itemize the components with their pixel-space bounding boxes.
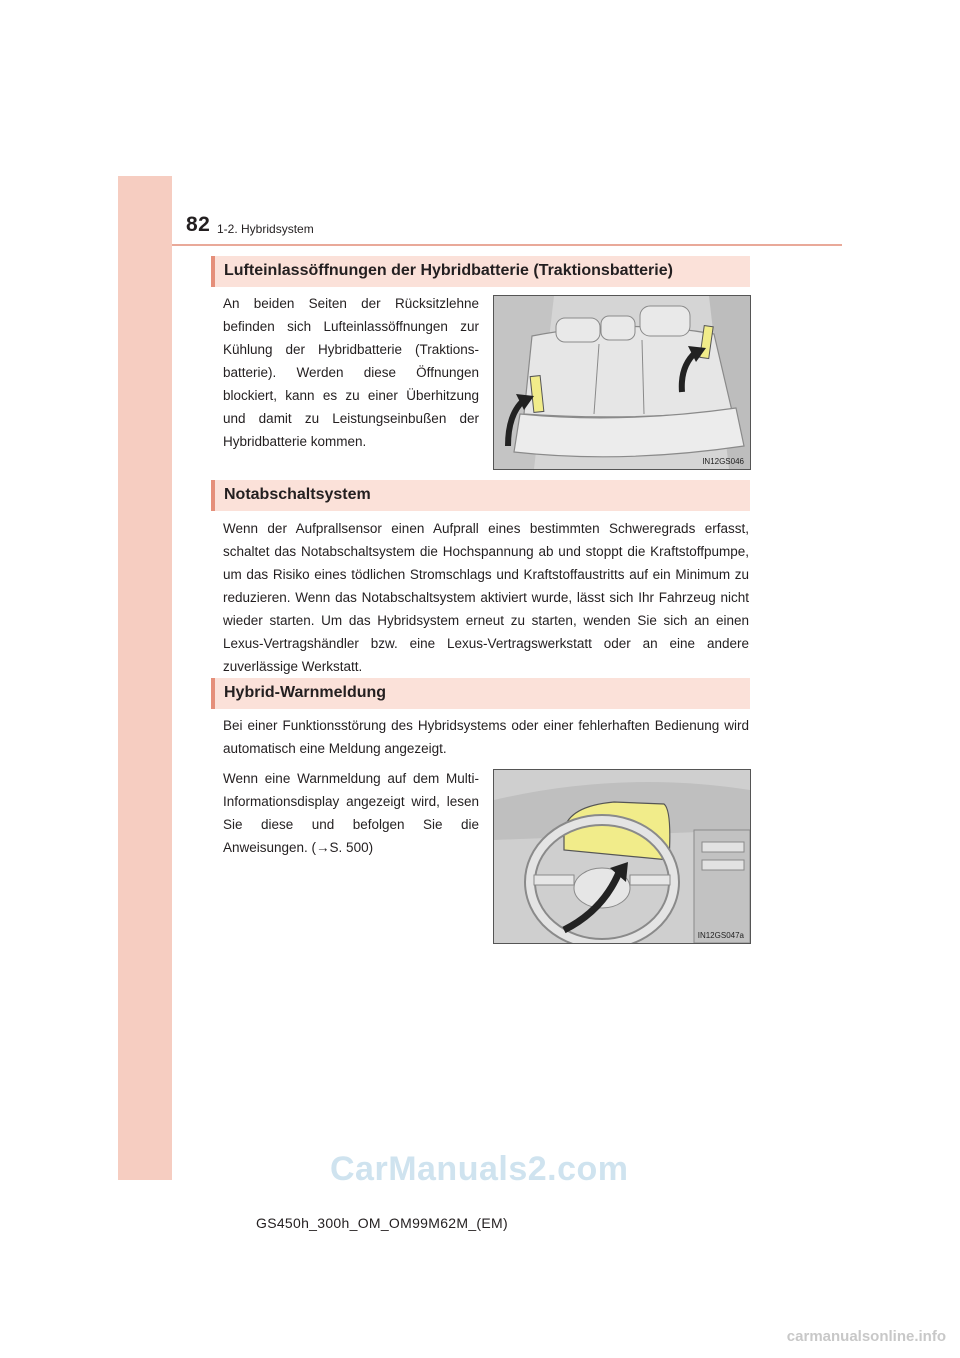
bottom-watermark: carmanualsonline.info [786,1328,946,1345]
emergency-shutoff-paragraph: Wenn der Aufprallsensor einen Aufprall eines bestimmten Schweregrads erfasst, schaltet das Notabschaltsystem die Hochspannung ab und stoppt die Kraftstoffpumpe, um das Risiko eines tödlichen Stromschlags und Kraftstoffaustritts auf ein Minimum zu reduzieren. Wenn das Notabschaltsystem aktiviert wurde, lässt sich Ihr Fahrzeug nicht wieder starten. Um das Hybridsystem erneut zu starten, wenden Sie sich an einen Lexus-Vertragshändler bzw. eine Lexus-Vertragswerkstatt oder an eine andere zuverlässige Werkstatt. [223,521,749,674]
site-watermark: CarManuals2.com [330,1150,629,1188]
warning-message-paragraph: Wenn eine Warnmeldung auf dem Multi-Informationsdisplay angezeigt wird, lesen Sie diese und befolgen Sie die Anweisungen. (→S. 500) [223,771,479,855]
header-divider [172,244,842,246]
rear-seat-illustration [494,296,750,469]
rear-seat-figure [493,295,751,470]
steering-wheel-figure [493,769,751,944]
section-heading-emergency-shutoff [211,480,750,511]
hybrid-warning-paragraph: Bei einer Funktionsstörung des Hybridsystems oder einer fehlerhaften Bedienung wird automatisch eine Meldung angezeigt. [223,718,749,756]
section-heading-text: Hybrid-Warnmeldung [224,684,387,701]
section-heading-air-intake [211,256,750,287]
figure-label: IN12GS047a [697,931,744,940]
section-heading-hybrid-warning [211,678,750,709]
section-heading-text: Lufteinlassöffnungen der Hybridbatterie (Traktionsbatterie) [224,262,673,279]
air-intake-paragraph: An beiden Seiten der Rücksitzlehne befinden sich Lufteinlassöffnungen zur Kühlung der Hybridbatterie (Traktionsbatterie). Werden diese Öffnungen blockiert, kann es zu einer Überhitzung und damit zu Leistungseinbußen der Hybridbatterie kommen. [223,296,479,449]
figure-label: IN12GS046 [702,457,744,466]
page-number: 82 [186,213,211,236]
chapter-title: 1-2. Hybridsystem [217,222,314,236]
dashboard-illustration [494,770,750,943]
section-heading-text: Notabschaltsystem [224,486,371,503]
document-code: GS450h_300h_OM_OM99M62M_(EM) [256,1215,508,1231]
page-sidebar-tab [118,176,172,1180]
